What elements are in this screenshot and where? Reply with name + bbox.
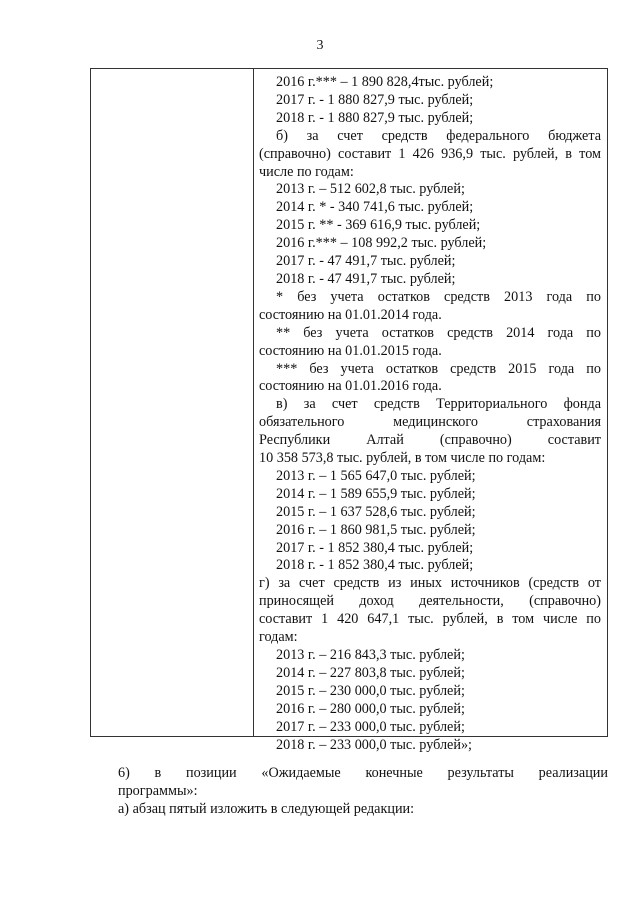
text-line: 2015 г. ** - 369 616,9 тыс. рублей;	[276, 217, 481, 234]
funding-text-cell	[259, 74, 601, 754]
text-line: 2017 г. - 47 491,7 тыс. рублей;	[276, 253, 456, 270]
text-line: 2018 г. - 1 852 380,4 тыс. рублей;	[276, 557, 474, 574]
text-line: 2016 г.*** – 1 890 828,4тыс. рублей;	[276, 74, 494, 90]
text-line: 2018 г. - 47 491,7 тыс. рублей;	[276, 270, 456, 287]
text-line: 2015 г. – 1 637 528,6 тыс. рублей;	[276, 503, 476, 520]
page-number: 3	[316, 38, 324, 53]
text-line: приносящей доход деятельности, (справочно)	[259, 593, 601, 610]
text-line: 2017 г. – 233 000,0 тыс. рублей;	[276, 718, 465, 735]
text-line: б) за счет средств федерального бюджета	[276, 127, 601, 144]
text-line: (справочно) составит 1 426 936,9 тыс. рублей, в том	[259, 145, 601, 162]
text-line: * без учета остатков средств 2013 года по	[276, 288, 601, 305]
text-line: 2016 г. – 280 000,0 тыс. рублей;	[276, 700, 465, 717]
text-line: *** без учета остатков средств 2015 года по	[276, 360, 601, 377]
text-line: 2018 г. – 233 000,0 тыс. рублей»;	[276, 736, 472, 753]
text-line: 2017 г. - 1 852 380,4 тыс. рублей;	[276, 539, 474, 556]
text-line: 2016 г. – 1 860 981,5 тыс. рублей;	[276, 521, 476, 538]
text-line: 2014 г. – 227 803,8 тыс. рублей;	[276, 664, 465, 681]
paragraph-line: 6) в позиции «Ожидаемые конечные результаты реализации	[118, 765, 608, 781]
text-line: состоянию на 01.01.2016 года.	[259, 378, 442, 395]
left-cell	[91, 69, 253, 736]
text-line: 10 358 573,8 тыс. рублей, в том числе по годам:	[259, 450, 546, 467]
text-line: в) за счет средств Территориального фонда	[276, 396, 601, 413]
text-line: составит 1 420 647,1 тыс. рублей, в том числе по	[259, 611, 601, 628]
funding-table	[90, 68, 608, 753]
table-column-divider	[253, 69, 254, 736]
amendment-paragraphs	[118, 764, 608, 818]
text-line: 2013 г. – 216 843,3 тыс. рублей;	[276, 647, 465, 663]
text-line: 2014 г. – 1 589 655,9 тыс. рублей;	[276, 485, 476, 502]
paragraph-line: а) абзац пятый изложить в следующей редакции:	[118, 801, 415, 817]
text-line: 2013 г. – 1 565 647,0 тыс. рублей;	[276, 467, 476, 484]
text-line: числе по годам:	[259, 163, 354, 180]
text-line: состоянию на 01.01.2015 года.	[259, 342, 442, 359]
text-line: обязательного медицинского страхования	[259, 414, 601, 431]
text-line: состоянию на 01.01.2014 года.	[259, 306, 442, 323]
text-line: 2017 г. - 1 880 827,9 тыс. рублей;	[276, 91, 474, 108]
text-line: Республики Алтай (справочно) составит	[259, 432, 601, 449]
text-line: 2014 г. * - 340 741,6 тыс. рублей;	[276, 199, 474, 216]
text-line: 2018 г. - 1 880 827,9 тыс. рублей;	[276, 109, 474, 126]
text-line: ** без учета остатков средств 2014 года по	[276, 324, 601, 341]
text-line: 2016 г.*** – 108 992,2 тыс. рублей;	[276, 235, 487, 252]
text-line: г) за счет средств из иных источников (средств от	[259, 575, 601, 592]
text-line: 2015 г. – 230 000,0 тыс. рублей;	[276, 682, 465, 699]
text-line: 2013 г. – 512 602,8 тыс. рублей;	[276, 181, 465, 198]
text-line: годам:	[259, 629, 298, 646]
paragraph-line: программы»:	[118, 783, 198, 799]
